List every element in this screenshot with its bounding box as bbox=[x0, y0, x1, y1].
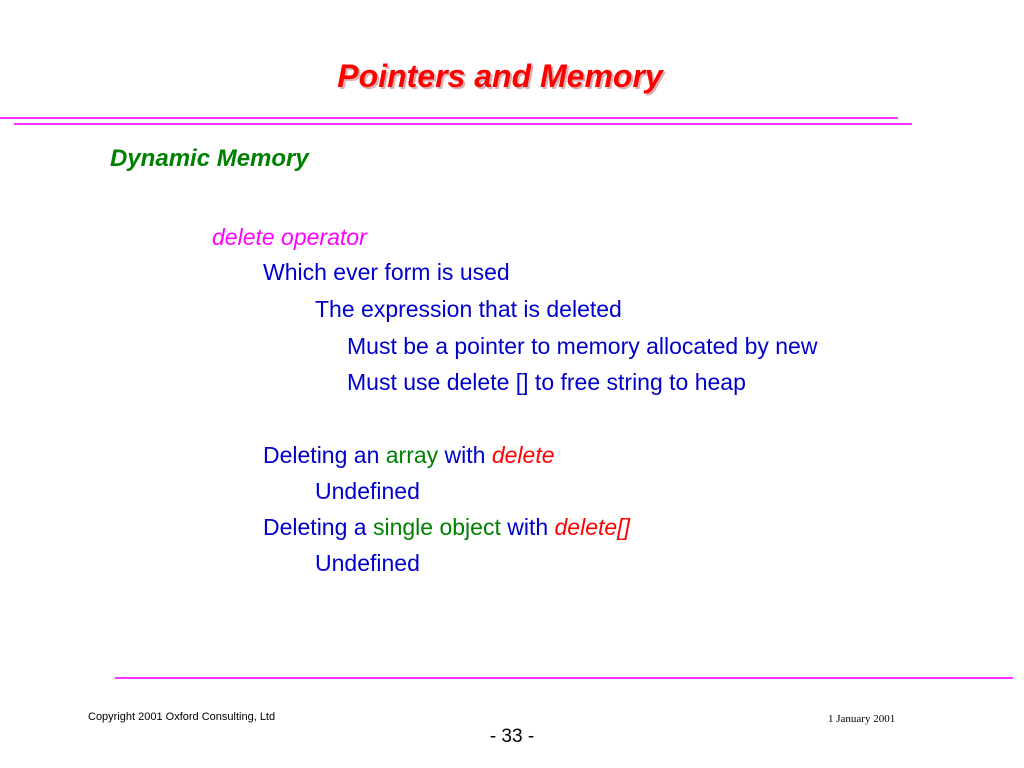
footer-date: 1 January 2001 bbox=[828, 713, 896, 725]
footer-copyright: Copyright 2001 Oxford Consulting, Ltd bbox=[88, 711, 276, 723]
footer-divider bbox=[115, 677, 1013, 679]
line7-keyword-delete-array: delete[] bbox=[554, 514, 630, 540]
title-divider-upper bbox=[0, 117, 898, 119]
bullet-line-8: Undefined bbox=[315, 550, 420, 576]
line5-text-b: with bbox=[438, 442, 492, 468]
line5-keyword-array: array bbox=[385, 442, 439, 468]
bullet-line-7 bbox=[263, 513, 630, 541]
subheading: delete operator bbox=[212, 224, 367, 250]
bullet-line-4: Must use delete [] to free string to heap bbox=[347, 369, 746, 395]
bullet-line-3: Must be a pointer to memory allocated by new bbox=[347, 333, 818, 359]
title-divider-lower bbox=[14, 123, 912, 125]
page-number: - 33 - bbox=[489, 726, 535, 747]
bullet-line-2: The expression that is deleted bbox=[315, 296, 622, 322]
line5-text-a: Deleting an bbox=[263, 442, 386, 468]
bullet-line-5 bbox=[263, 441, 555, 469]
section-heading: Dynamic Memory bbox=[110, 145, 309, 172]
line7-text-b: with bbox=[500, 514, 555, 540]
bullet-line-6: Undefined bbox=[315, 478, 420, 504]
slide-title: Pointers and Memory bbox=[337, 58, 663, 94]
line5-keyword-delete: delete bbox=[491, 442, 555, 468]
line7-keyword-single-object: single object bbox=[372, 514, 501, 540]
bullet-line-1: Which ever form is used bbox=[263, 259, 510, 285]
line7-text-a: Deleting a bbox=[263, 514, 373, 540]
